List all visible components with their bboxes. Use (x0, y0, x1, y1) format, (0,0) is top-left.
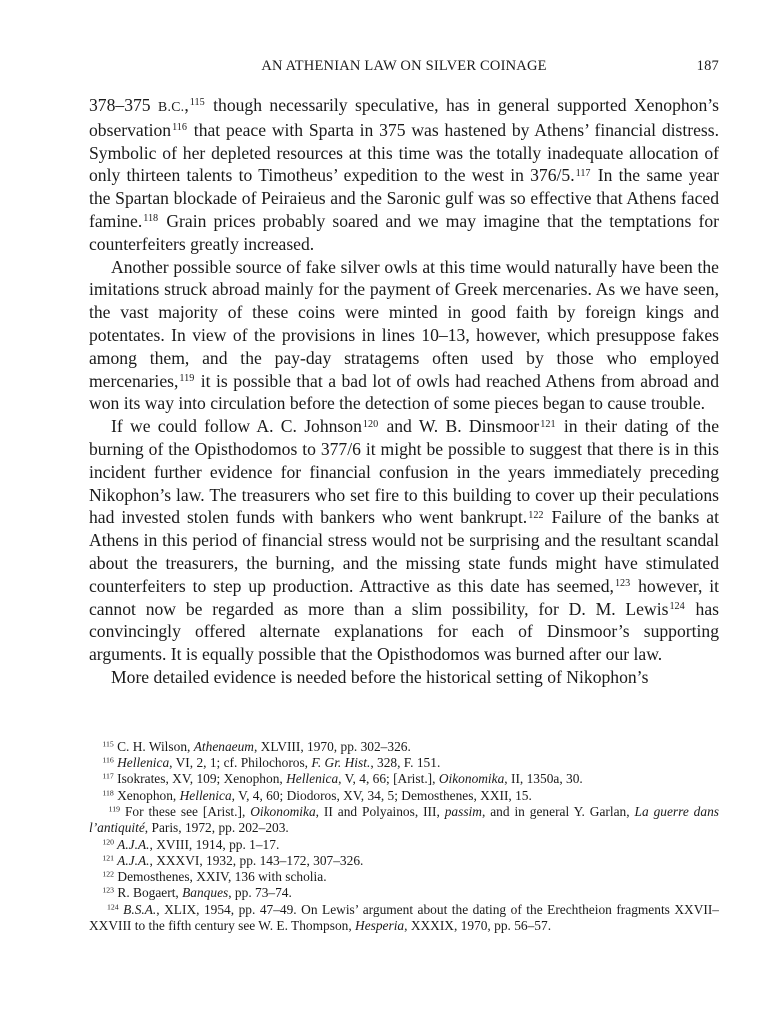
text-run: it is possible that a bad lot of owls had reached Athens from abroad and won its way into circulation before the detection of some pieces began to cause trouble. (89, 370, 719, 414)
running-title: AN ATHENIAN LAW ON SILVER COINAGE (261, 58, 547, 74)
text-run: and W. B. Dinsmoor (379, 416, 540, 437)
text-run: Demosthenes, XXIV, 136 with scholia. (114, 869, 327, 885)
text-run: , (184, 95, 189, 115)
footnote (89, 869, 719, 885)
text-run: , XVIII, 1914, pp. 1–17. (149, 836, 280, 852)
text-run: , V, 4, 60; Diodoros, XV, 34, 5; Demosthenes, XXII, 15. (231, 787, 532, 803)
footnote-number: 118 (102, 788, 114, 798)
text-run: , XXXIX, 1970, pp. 56–57. (404, 917, 552, 933)
footnote (89, 771, 719, 787)
text-run: Failure of the banks at Athens in this period of financial stress would not be surprising and the resultant scandal about the treasurers, the burning, and the missing state funds might have stimulated counterfeiters to step up production. Attractive as this date has seemed, (89, 507, 719, 596)
text-run: , VI, 2, 1; cf. Philochoros, (169, 755, 312, 771)
text-run: , XLIX, 1954, pp. 47–49. On Lewis’ argument about the dating of the Erechtheion fragments XXVII–XXVIII to the fifth century see W. E. Thompson, (89, 901, 720, 933)
text-run: , pp. 73–74. (228, 885, 292, 901)
footnote-reference: 119 (179, 372, 195, 384)
footnotes (89, 739, 719, 935)
text-run: Isokrates, XV, 109; Xenophon, (113, 771, 287, 787)
italic-text: Hesperia (355, 917, 405, 933)
text-run: , V, 4, 66; [Arist.], (338, 771, 439, 787)
italic-text: Hellenica (113, 755, 170, 771)
footnote (89, 755, 719, 771)
text-run: , Paris, 1972, pp. 202–203. (144, 820, 289, 836)
footnote-reference: 123 (614, 578, 631, 590)
italic-text: La guerre dans l’antiquité (89, 803, 719, 836)
footnote-reference: 124 (669, 600, 685, 612)
italic-text: Oikonomika (438, 771, 505, 787)
text-run: , XLVIII, 1970, pp. 302–326. (253, 738, 411, 754)
italic-text: Banques (182, 885, 229, 901)
paragraph (89, 666, 719, 689)
italic-text: A.J.A. (114, 852, 150, 868)
text-run: that peace with Sparta in 375 was hastened by Athens’ financial distress. Symbolic of her depleted resources at this time was the totally inadequate allocation of only thirteen talents to Timotheus’ expedition to the west in 376/5. (89, 119, 719, 186)
text-run: in their dating of the burning of the Opisthodomos to 377/6 it might be possible to suggest that there is in this incident further evidence for financial confusion in the years immediately preceding Nikophon’s law. The treasurers who set fire to this building to cover up their peculations had invested stolen funds with bankers who went bankrupt. (89, 416, 720, 528)
footnote-number: 124 (107, 902, 119, 912)
footnote (89, 885, 719, 901)
text-run: For these see [Arist.], (120, 803, 251, 819)
text-run: Xenophon, (113, 787, 180, 803)
footnote-reference: 122 (528, 509, 544, 521)
text-run: R. Bogaert, (114, 885, 183, 901)
document-page (89, 58, 719, 934)
footnote (89, 739, 719, 755)
footnote-number: 119 (108, 804, 121, 814)
text-run: Another possible source of fake silver owls at this time would naturally have been the imitations struck abroad mainly for the payment of Greek mercenaries. As we have seen, the vast majority of these coins were minted in good faith by foreign kings and potentates. In view of the provisions in lines 10–13, however, which presuppose fakes among them, and the pay-day stratagems often used by those who employed mercenaries, (89, 256, 719, 391)
text-run: , II and Polyainos, III, (315, 803, 445, 819)
footnote-number: 122 (102, 869, 115, 879)
footnote-number: 120 (102, 837, 115, 847)
text-run: however, it cannot now be regarded as more than a slim possibility, for D. M. Lewis (89, 575, 720, 619)
text-run: , II, 1350a, 30. (504, 771, 583, 787)
footnote (89, 853, 719, 869)
footnote-number: 117 (102, 772, 114, 782)
footnote-reference: 118 (143, 213, 159, 225)
body-text (89, 94, 719, 689)
footnote (89, 804, 719, 837)
paragraph (89, 256, 719, 416)
footnote-number: 123 (102, 886, 115, 896)
italic-text: Hellenica (286, 771, 339, 787)
italic-text: Athenaeum (193, 738, 254, 754)
italic-text: F. Gr. Hist. (311, 755, 371, 771)
italic-text: passim (444, 803, 482, 819)
running-header (89, 58, 719, 82)
footnote (89, 837, 719, 853)
text-run: has convincingly offered alternate explanations for each of Dinsmoor’s supporting arguments. It is equally possible that the Opisthodomos was burned after our law. (89, 598, 719, 665)
text-run: Grain prices probably soared and we may imagine that the temptations for counterfeiters greatly increased. (89, 210, 719, 254)
footnote-reference: 117 (575, 167, 591, 179)
text-run: C. H. Wilson, (113, 738, 194, 754)
text-run: , 328, F. 151. (370, 755, 441, 771)
italic-text: Oikonomika (250, 803, 316, 819)
text-run: More detailed evidence is needed before the historical setting of Nikophon’s (111, 666, 649, 687)
footnote (89, 902, 719, 935)
paragraph (89, 94, 719, 256)
footnote-reference: 121 (540, 418, 556, 430)
footnote-number: 121 (102, 853, 115, 863)
footnote (89, 788, 719, 804)
footnote-reference: 120 (362, 418, 379, 430)
text-run: though necessarily speculative, has in general supported Xenophon’s observation (89, 95, 720, 140)
text-run: , XXXVI, 1932, pp. 143–172, 307–326. (149, 852, 364, 868)
footnote-number: 116 (102, 755, 114, 765)
footnote-reference: 116 (172, 122, 187, 134)
paragraph (89, 415, 719, 666)
text-run: If we could follow A. C. Johnson (111, 416, 362, 437)
text-run: In the same year the Spartan blockade of Peiraieus and the Saronic gulf was so effective that Athens faced famine. (89, 165, 719, 231)
small-caps-text: B.C. (158, 99, 185, 114)
page-number: 187 (696, 58, 719, 74)
italic-text: A.J.A. (114, 836, 150, 852)
text-run: 378–375 (89, 95, 159, 115)
italic-text: B.S.A. (118, 901, 157, 917)
footnote-number: 115 (102, 739, 114, 749)
footnote-reference: 115 (189, 97, 205, 109)
text-run: , and in general Y. Garlan, (481, 803, 635, 819)
italic-text: Hellenica (179, 787, 232, 803)
